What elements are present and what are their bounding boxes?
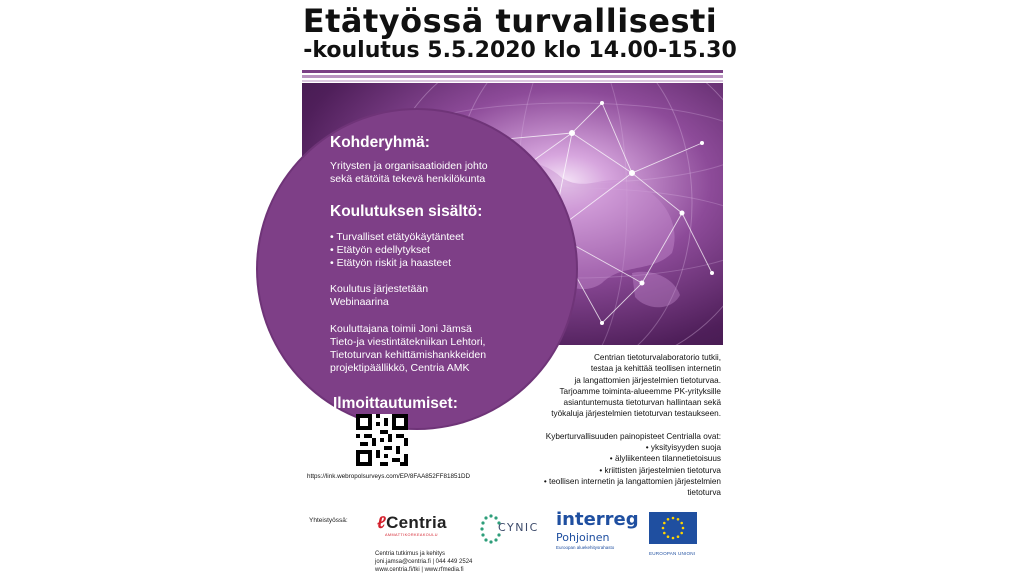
centria-logo-sub: AMMATTIKORKEAKOULU xyxy=(385,533,438,537)
interreg-logo xyxy=(556,511,639,550)
target-group-line: Yritysten ja organisaatioiden johto xyxy=(330,160,488,172)
arrangement-text xyxy=(330,283,428,309)
interreg-logo-text: interreg xyxy=(556,509,639,530)
info-line: testaa ja kehittää teollisen internetin xyxy=(590,364,721,374)
trainer-line: Tietoturvan kehittämishankkeiden xyxy=(330,349,487,361)
info-line: asiantuntemusta tietoturvan hallintaan sekä xyxy=(563,398,721,408)
info-line: työkaluja järjestelmien tietoturvan testaukseen. xyxy=(551,409,721,419)
info-line: Tarjoamme toiminta-alueemme PK-yrityksille xyxy=(559,386,721,396)
contact-websites[interactable]: www.centria.fi/tki | www.rfmedia.fi xyxy=(375,567,464,573)
centria-logo-text: Centria xyxy=(386,513,447,532)
content-item: • Etätyön riskit ja haasteet xyxy=(330,257,451,269)
interreg-sub: Euroopan aluekehitysrahasto xyxy=(556,545,615,550)
focus-item: • teollisen internetin ja langattomien järjestelmien tietoturva xyxy=(543,476,721,498)
focus-item: • kriittisten järjestelmien tietoturva xyxy=(599,465,721,475)
registration-heading: Ilmoittautumiset: xyxy=(333,395,458,412)
info-line: Centrian tietoturvalaboratorio tutkii, xyxy=(594,353,721,362)
target-group-section xyxy=(330,134,488,186)
trainer-line: projektipäällikkö, Centria AMK xyxy=(330,362,470,374)
target-group-heading: Kohderyhmä: xyxy=(330,134,430,151)
centria-logo xyxy=(377,513,447,537)
poster-subtitle: -koulutus 5.5.2020 klo 14.00-15.30 xyxy=(303,38,737,63)
contact-line: Centria tutkimus ja kehitys xyxy=(375,551,446,557)
focus-item: • älyliikenteen tilannetietoisuus xyxy=(609,454,721,464)
target-group-line: sekä etätöitä tekevä henkilökunta xyxy=(330,173,486,185)
content-item: • Turvalliset etätyökäytänteet xyxy=(330,231,464,243)
eu-label: EUROOPAN UNIONI xyxy=(649,551,696,556)
decor-stripe-mid xyxy=(302,75,723,78)
poster-title: Etätyössä turvallisesti xyxy=(302,2,718,40)
info-line: ja langattomien järjestelmien tietoturvaa. xyxy=(574,375,721,385)
content-item: • Etätyön edellytykset xyxy=(330,244,430,256)
content-section xyxy=(330,203,482,270)
registration-link[interactable]: https://link.webropolsurveys.com/EP/8FAA852FF81851DD xyxy=(307,473,471,480)
trainer-text xyxy=(330,323,486,375)
contact-info xyxy=(375,550,472,574)
trainer-line: Kouluttajana toimii Joni Jämsä xyxy=(330,323,472,335)
cooperation-label: Yhteistyössä: xyxy=(309,517,348,524)
interreg-region: Pohjoinen xyxy=(556,531,610,544)
eu-logo xyxy=(649,512,697,556)
arrangement-line: Koulutus järjestetään xyxy=(330,283,429,295)
eu-flag-icon xyxy=(649,512,697,544)
centria-mark-icon: ℓ xyxy=(377,513,387,532)
registration-qr-code[interactable] xyxy=(356,414,408,466)
qr-code-icon xyxy=(356,414,408,466)
cynic-logo xyxy=(478,512,542,553)
arrangement-line: Webinaarina xyxy=(330,296,389,308)
trainer-line: Tieto-ja viestintätekniikan Lehtori, xyxy=(330,336,486,348)
focus-heading: Kyberturvallisuuden painopisteet Centrialla ovat: xyxy=(545,431,721,441)
content-heading: Koulutuksen sisältö: xyxy=(330,203,483,220)
contact-email-phone[interactable]: joni.jamsa@centria.fi | 044 449 2524 xyxy=(375,559,473,565)
decor-stripe-dark xyxy=(302,70,723,73)
cynic-logo-text: CYNIC xyxy=(498,521,539,534)
centria-info-text xyxy=(525,352,721,499)
focus-item: • yksityisyyden suoja xyxy=(645,443,721,453)
decor-stripe-light xyxy=(302,80,723,82)
